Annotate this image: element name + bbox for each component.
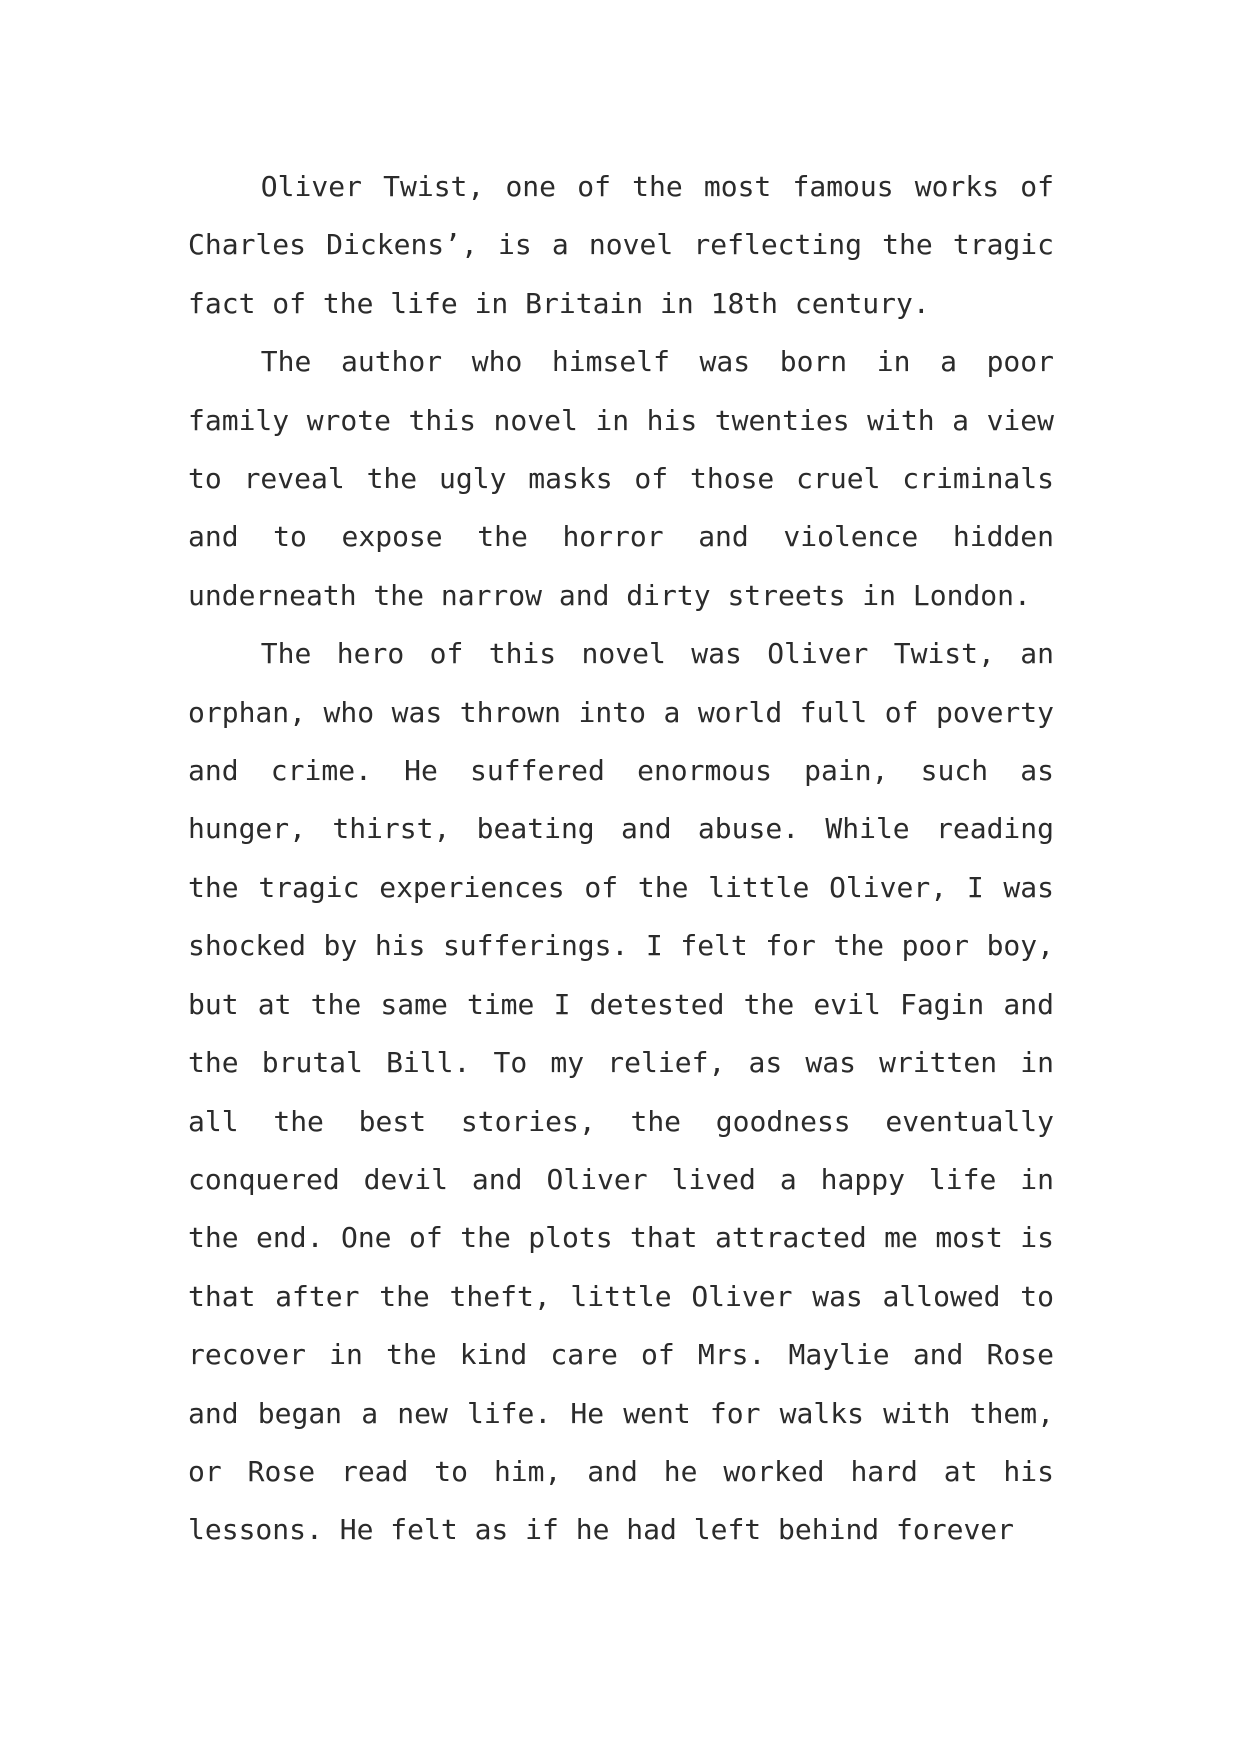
paragraph-hero: The hero of this novel was Oliver Twist, an orphan, who was thrown into a world full of poverty and crime. He suffered enormous pain, such as hunger, thirst, beating and abuse. While reading the tragic experiences of the little Oliver, I was shocked by his sufferings. I felt for the poor boy, but at the same time I detested the evil Fagin and the brutal Bill. To my relief, as was written in all the best stories, the goodness eventually conquered devil and Oliver lived a happy life in the end. One of the plots that attracted me most is that after the theft, little Oliver was allowed to recover in the kind care of Mrs. Maylie and Rose and began a new life. He went for walks with them, or Rose read to him, and he worked hard at his lessons. He felt as if he had left behind forever	[188, 637, 1054, 1547]
essay-body	[188, 158, 1054, 1560]
paragraph-author: The author who himself was born in a poor family wrote this novel in his twenties with a view to reveal the ugly masks of those cruel criminals and to expose the horror and violence hidden underneath the narrow and dirty streets in London.	[188, 345, 1054, 612]
paragraph-intro: Oliver Twist, one of the most famous works of Charles Dickens’, is a novel reflecting the tragic fact of the life in Britain in 18th century.	[188, 170, 1054, 320]
